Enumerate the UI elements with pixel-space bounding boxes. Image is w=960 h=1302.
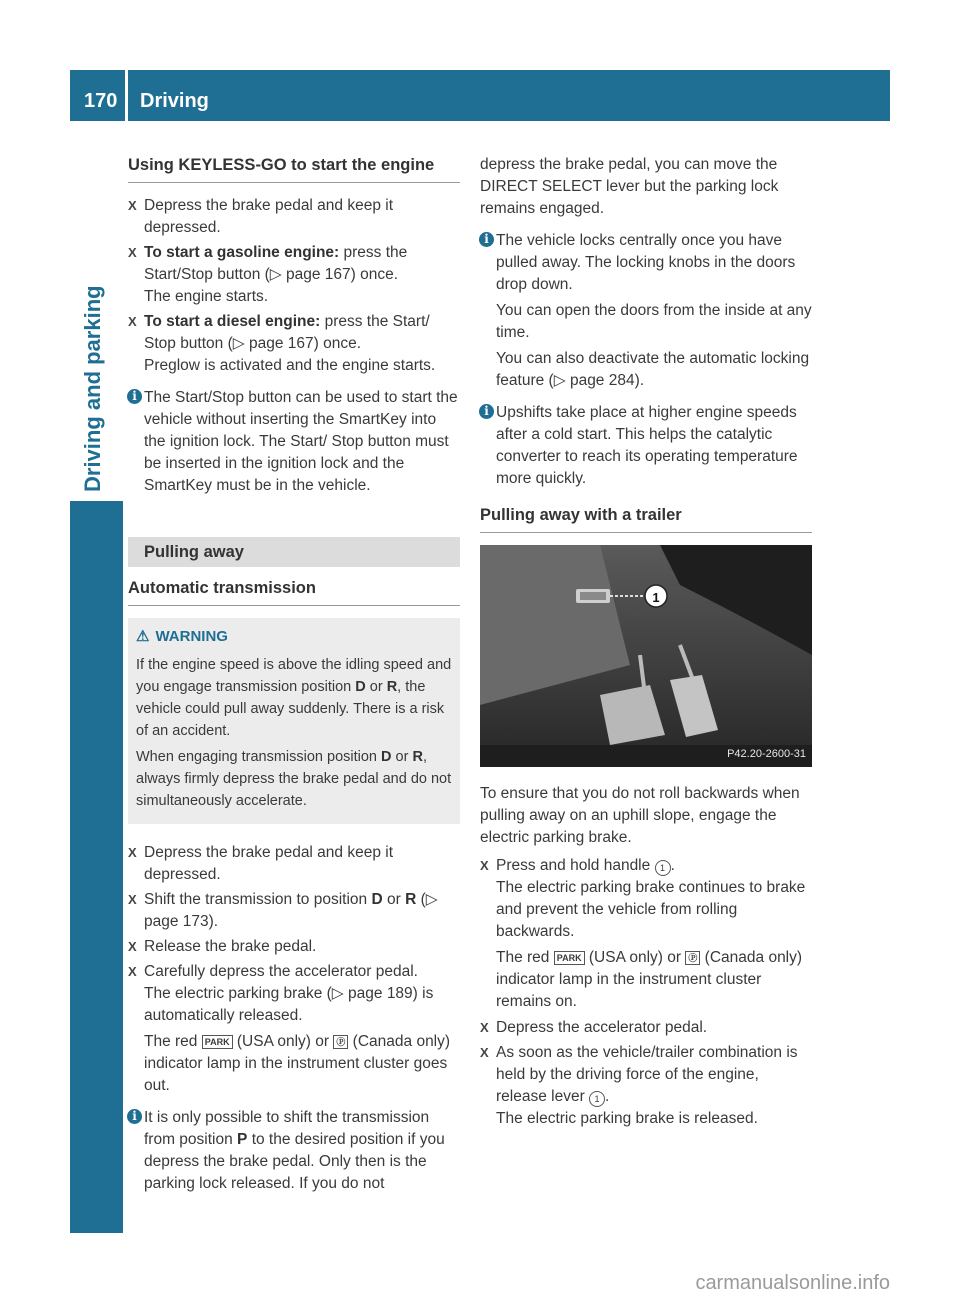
chapter-label: Driving and parking	[80, 285, 105, 492]
footer-watermark: carmanualsonline.info	[695, 1272, 890, 1294]
info-note: i The vehicle locks centrally once you have pulled away. The locking knobs in the doors drop down. You can open the doors from the inside at any time. You can also deactivate the automatic locking feature (▷ page 284).	[480, 230, 812, 392]
step-item: X Press and hold handle 1 . The electric parking brake continues to brake and prevent the vehicle from rolling backwards. The red PARK (USA only) or Ⓟ (Canada only) indicator lamp in the instrument cluster remains on.	[480, 855, 812, 1013]
page-title: Driving	[140, 90, 209, 112]
header-divider	[125, 70, 128, 121]
park-lamp-icon: PARK	[202, 1035, 233, 1049]
info-icon: i	[127, 389, 142, 404]
trailer-heading: Pulling away with a trailer	[480, 504, 812, 533]
handle-callout-icon: 1	[655, 860, 671, 876]
parking-brake-photo	[480, 545, 812, 767]
step-item: X Release the brake pedal.	[128, 936, 460, 958]
section-heading: Pulling away	[128, 537, 460, 567]
info-icon: i	[479, 404, 494, 419]
trailer-intro: To ensure that you do not roll backwards when pulling away on an uphill slope, engage the electric parking brake.	[480, 785, 800, 846]
callout-label: 1	[652, 590, 660, 605]
warning-triangle-icon: ⚠	[136, 628, 150, 645]
continued-text: depress the brake pedal, you can move the DIRECT SELECT lever but the parking lock remains engaged.	[480, 156, 779, 217]
right-column	[480, 154, 812, 1133]
step-item: X Depress the brake pedal and keep it depressed.	[128, 842, 460, 886]
page-number: 170	[84, 90, 118, 112]
info-icon: i	[479, 232, 494, 247]
step-item: X As soon as the vehicle/trailer combination is held by the driving force of the engine, release lever 1 . The electric parking brake is released.	[480, 1042, 812, 1130]
info-note: i The Start/Stop button can be used to start the vehicle without inserting the SmartKey into the ignition lock. The Start/ Stop button must be inserted in the ignition lock and the SmartKey must be in the vehicle.	[128, 387, 460, 497]
info-icon: i	[127, 1109, 142, 1124]
keyless-heading: Using KEYLESS-GO to start the engine	[128, 154, 460, 183]
step-item: X Depress the brake pedal and keep it depressed.	[128, 195, 460, 239]
step-item: X To start a diesel engine: press the Start/ Stop button (▷ page 167) once. Preglow is activated and the engine starts.	[128, 311, 460, 377]
p-lamp-icon: Ⓟ	[333, 1035, 348, 1049]
lever-callout-icon: 1	[589, 1091, 605, 1107]
warning-box: ⚠ WARNING If the engine speed is above the idling speed and you engage transmission position D or R, the vehicle could pull away suddenly. There is a risk of an accident. When engaging transmission position D or R, always firmly depress the brake pedal and do not simultaneously accelerate.	[128, 618, 460, 824]
info-note: i Upshifts take place at higher engine speeds after a cold start. This helps the catalytic converter to reach its operating temperature more quickly.	[480, 402, 812, 490]
park-lamp-icon: PARK	[554, 951, 585, 965]
p-lamp-icon: Ⓟ	[685, 951, 700, 965]
warning-title: ⚠ WARNING	[136, 626, 452, 648]
step-item: X To start a gasoline engine: press the Start/Stop button (▷ page 167) once. The engine starts.	[128, 242, 460, 308]
info-note: i It is only possible to shift the transmission from position P to the desired position if you depress the brake pedal. Only then is the parking lock released. If you do not	[128, 1107, 460, 1195]
image-id-label: P42.20-2600-31	[727, 748, 806, 760]
step-item: X Shift the transmission to position D or R (▷ page 173).	[128, 889, 460, 933]
step-item: X Depress the accelerator pedal.	[480, 1017, 812, 1039]
step-item: X Carefully depress the accelerator pedal. The electric parking brake (▷ page 189) is automatically released. The red PARK (USA only) or Ⓟ (Canada only) indicator lamp in the instrument cluster goes out.	[128, 961, 460, 1097]
left-column	[128, 154, 460, 1205]
footwell-illustration	[480, 545, 812, 767]
auto-transmission-heading: Automatic transmission	[128, 577, 460, 606]
